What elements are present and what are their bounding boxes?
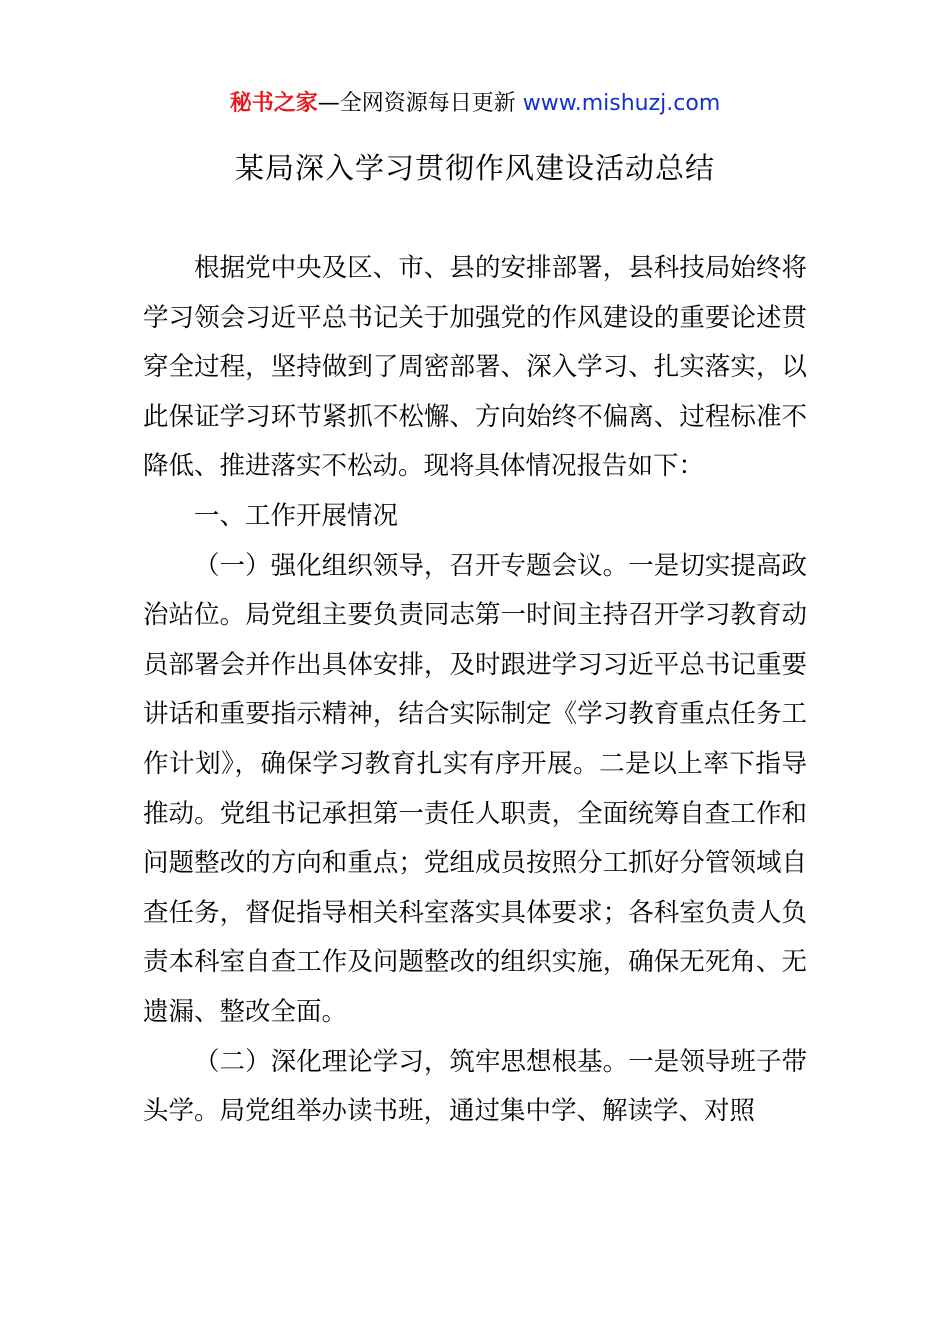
intro-paragraph: 根据党中央及区、市、县的安排部署，县科技局始终将学习领会习近平总书记关于加强党的作风建设的重要论述贯穿全过程，坚持做到了周密部署、深入学习、扎实落实，以此保证学习环节紧抓不松懈、方向始终不偏离、过程标准不降低、推进落实不松动。现将具体情况报告如下： [143, 253, 807, 482]
section-heading: 一、工作开展情况 [194, 500, 399, 531]
brand-name: 秘书之家 [229, 91, 318, 116]
subsection-paragraph: （二）深化理论学习，筑牢思想根基。一是领导班子带头学。局党组举办读书班，通过集中学、解读学、对照 [143, 1046, 807, 1127]
site-header [0, 88, 950, 120]
document-body [143, 244, 807, 1137]
document-title: 某局深入学习贯彻作风建设活动总结 [234, 151, 715, 185]
header-tagline: 全网资源每日更新 [339, 91, 516, 116]
site-url-link[interactable]: www.mishuzj.com [522, 91, 721, 116]
header-separator: — [317, 91, 340, 116]
subsection-paragraph: （一）强化组织领导，召开专题会议。一是切实提高政治站位。局党组主要负责同志第一时间主持召开学习教育动员部署会并作出具体安排，及时跟进学习习近平总书记重要讲话和重要指示精神，结合实际制定《学习教育重点任务工作计划》，确保学习教育扎实有序开展。二是以上率下指导推动。党组书记承担第一责任人职责，全面统筹自查工作和问题整改的方向和重点；党组成员按照分工抓好分管领域自查任务，督促指导相关科室落实具体要求；各科室负责人负责本科室自查工作及问题整改的组织实施，确保无死角、无遗漏、整改全面。 [143, 550, 807, 1027]
